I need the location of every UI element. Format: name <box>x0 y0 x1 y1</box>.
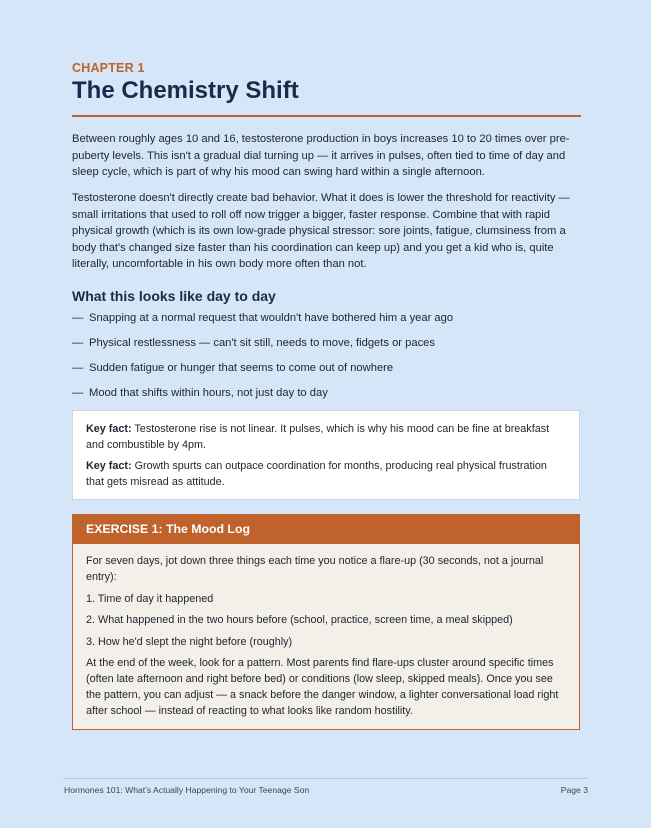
exercise-title: EXERCISE 1: The Mood Log <box>73 515 579 544</box>
exercise-box <box>72 514 580 730</box>
chapter-title: The Chemistry Shift <box>72 77 299 104</box>
exercise-step: 3. How he'd slept the night before (roughly) <box>86 635 293 648</box>
dash-bullet-icon: — <box>72 362 84 374</box>
key-fact-text: Growth spurts can outpace coordination for months, producing real physical frustration that gets misread as attitude. <box>86 460 547 488</box>
list-item-text: Snapping at a normal request that wouldn't have bothered him a year ago <box>89 312 454 324</box>
key-fact-text: Testosterone rise is not linear. It pulses, which is why his mood can be fine at breakfast and combustible by 4pm. <box>86 423 550 451</box>
list-item <box>72 360 581 385</box>
list-item-text: Mood that shifts within hours, not just day to day <box>89 387 328 399</box>
footer-divider <box>63 778 588 779</box>
symptom-list <box>72 310 581 410</box>
key-fact <box>86 421 566 453</box>
section-heading: What this looks like day to day <box>72 288 276 304</box>
key-facts-box <box>72 410 580 500</box>
dash-bullet-icon: — <box>72 312 84 324</box>
dash-bullet-icon: — <box>72 337 84 349</box>
dash-bullet-icon: — <box>72 387 84 399</box>
title-divider <box>72 115 581 117</box>
list-item <box>72 385 581 410</box>
exercise-body <box>73 544 579 719</box>
body-paragraph: Testosterone doesn't directly create bad behavior. What it does is lower the threshold for reactivity — small irritations that used to roll off now trigger a bigger, faster response. Combine that with rapid physical growth (which is its own low-grade physical stressor: sore joints, fatigue, clumsiness from a body that's changed size faster than his coordination can keep up) and you get a kid who is, quite literally, uncomfortable in his own body more often than not. <box>72 192 570 271</box>
exercise-conclusion: At the end of the week, look for a pattern. Most parents find flare-ups cluster around specific times (often late afternoon and right before bed) or conditions (low sleep, skipped meals). Once you see the pattern, you can adjust — a snack before the danger window, a lighter conversational load right after school — instead of reacting to what looks like random hostility. <box>86 657 559 717</box>
intro-paragraph: Between roughly ages 10 and 16, testosterone production in boys increases 10 to 20 times over pre-puberty levels. This isn't a gradual dial turning up — it arrives in pulses, often tied to time of day and sleep cycle, which is part of why his mood can swing hard within a single afternoon. <box>72 133 570 179</box>
key-fact-label: Key fact: <box>86 460 132 472</box>
key-fact <box>86 458 566 490</box>
key-fact-label: Key fact: <box>86 423 132 435</box>
list-item <box>72 335 581 360</box>
exercise-intro: For seven days, jot down three things each time you notice a flare-up (30 seconds, not a journal entry): <box>86 555 544 583</box>
footer-book-title: Hormones 101: What's Actually Happening to Your Teenage Son <box>64 785 310 795</box>
exercise-step: 1. Time of day it happened <box>86 592 214 605</box>
list-item-text: Physical restlessness — can't sit still, needs to move, fidgets or paces <box>89 337 435 349</box>
list-item <box>72 310 581 335</box>
list-item-text: Sudden fatigue or hunger that seems to come out of nowhere <box>89 362 394 374</box>
exercise-step: 2. What happened in the two hours before (school, practice, screen time, a meal skipped) <box>86 614 513 626</box>
page-number: Page 3 <box>560 785 588 795</box>
chapter-label: CHAPTER 1 <box>72 61 145 75</box>
